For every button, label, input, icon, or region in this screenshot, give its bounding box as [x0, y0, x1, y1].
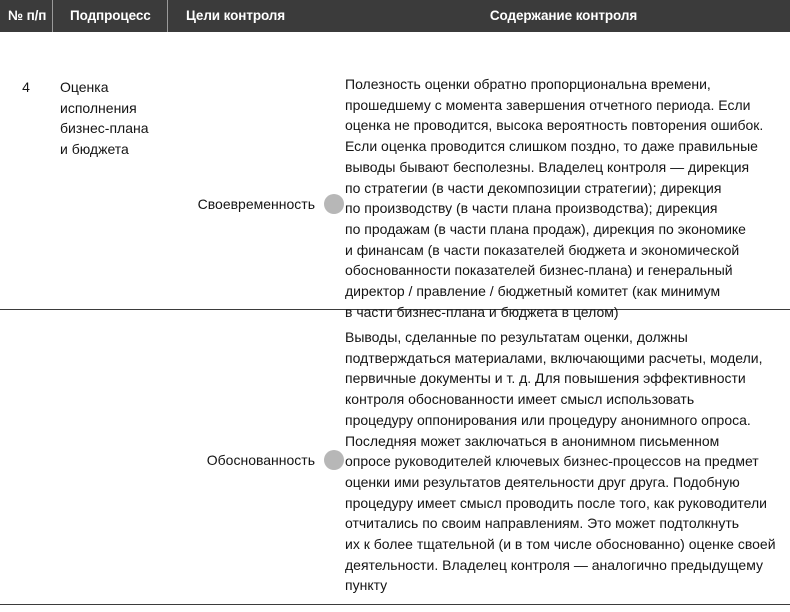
header-divider-1	[52, 0, 53, 32]
content-line: выводы бывают бесполезны. Владелец контроля — дирекция	[345, 158, 750, 175]
cell-row-number: 4	[22, 79, 30, 95]
content-line: обоснованности показателей бизнес-плана) и генеральный	[345, 262, 733, 279]
content-line: контроля обоснованности имеет смысл использовать	[345, 391, 695, 408]
column-header-content: Содержание контроля	[489, 8, 638, 23]
content-line: Полезность оценки обратно пропорциональна времени,	[345, 76, 711, 92]
header-divider-2	[167, 0, 168, 32]
content-line: их к более тщательной (и в том числе обоснованно) оценке своей	[345, 536, 776, 553]
subprocess-line: Оценка	[60, 79, 109, 95]
content-line: прошедшему с момента завершения отчетного периода. Если	[345, 96, 751, 113]
content-line: процедуру оппонирования или процедуру анонимного опроса.	[345, 411, 751, 428]
column-header-number: № п/п	[8, 8, 47, 23]
content-line: Последняя может заключаться в анонимном письменном	[345, 432, 720, 449]
content-line: первичные документы и т. д. Для повышения эффективности	[345, 370, 746, 387]
content-line: по производству (в части плана производства); дирекция	[345, 200, 718, 217]
content-line: Выводы, сделанные по результатам оценки, должны	[345, 329, 688, 345]
content-line: в части бизнес-плана и бюджета в целом)	[345, 303, 619, 320]
column-header-subprocess: Подпроцесс	[70, 8, 151, 23]
content-line: оценка не проводится, высока вероятность повторения ошибок.	[345, 117, 764, 134]
content-line: по продажам (в части плана продаж), дирекция по экономике	[345, 220, 746, 237]
cell-subprocess	[60, 77, 168, 159]
content-line: директор / правление / бюджетный комитет (как минимум	[345, 283, 721, 300]
subprocess-line: бизнес-плана	[60, 120, 149, 136]
control-goal-label: Обоснованность	[206, 452, 315, 468]
content-line: отчитались по своим направлениям. Это может подтолкнуть	[345, 515, 740, 532]
control-goal-label: Своевременность	[197, 196, 315, 212]
table-row	[0, 310, 790, 605]
subprocess-line: исполнения	[60, 99, 137, 116]
content-line: пункту	[345, 577, 388, 594]
content-line: деятельности. Владелец контроля — аналогично предыдущему	[345, 556, 763, 573]
content-line: опросе руководителей ключевых бизнес-процессов на предмет	[345, 453, 759, 470]
content-line: по стратегии (в части декомпозиции стратегии); дирекция	[345, 179, 722, 196]
table-row	[0, 32, 790, 320]
cell-control-goal	[168, 194, 344, 215]
subprocess-line: и бюджета	[60, 140, 129, 157]
column-header-goals: Цели контроля	[186, 8, 286, 23]
content-line: оценки ими результатов деятельности друг друга. Подобную	[345, 473, 740, 490]
cell-control-goal	[168, 450, 344, 471]
content-line: Если оценка проводится слишком поздно, то даже правильные	[345, 138, 758, 155]
content-line: и финансам (в части показателей бюджета и экономической	[345, 241, 740, 258]
table-body	[0, 32, 790, 605]
gray-circle-bullet-icon	[324, 194, 344, 214]
cell-control-content	[345, 74, 785, 322]
gray-circle-bullet-icon	[324, 450, 344, 470]
control-content-text	[345, 74, 785, 322]
cell-control-content	[345, 327, 785, 596]
content-line: подтверждаться материалами, включающими расчеты, модели,	[345, 349, 763, 366]
table-header-row	[0, 0, 790, 32]
content-line: процедуру имеет смысл проводить после того, как руководители	[345, 494, 767, 511]
control-content-text	[345, 327, 785, 596]
